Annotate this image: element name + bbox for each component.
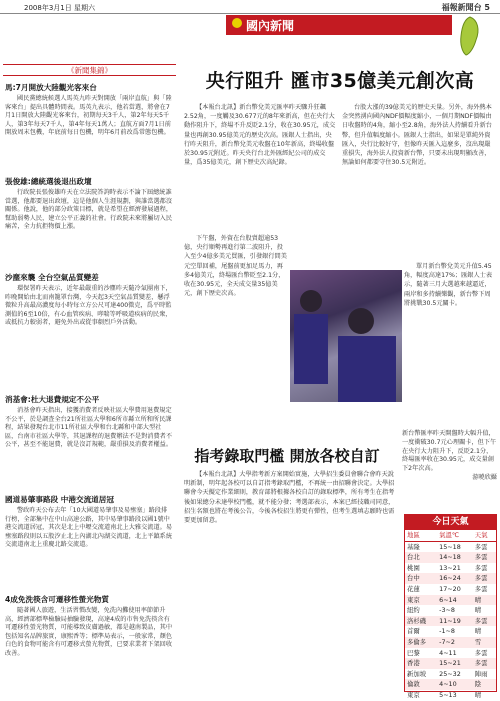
article-text: 台股大漲的39億美元的歷史天量。另外，海外熱本金突然湧向國內NDF價幅度縮小，一個月期NDF價幅由日收盤時的4角，縮小至2.8角，海外法人持續看升新台幣，但升值幅度縮小。匯銀人士指出，如果是單純外資匯入，央行比較好守，但像昨天匯入這麼多，沒出現嚴重損失，海外法人投資新台幣，只要未出現明顯改善，無論如何都要守住30.5元附近。 (342, 104, 492, 167)
temp: 4~11 (439, 648, 457, 657)
section-banner (226, 15, 452, 35)
article-text: 單月新台幣兌美元升值5.45角，幅度高達17%；匯銀人士表示，隨著三月大選越來越逼近，兩岸和多持續樂觀，新台幣下周將挑戰30.5元關卡。 (404, 263, 493, 307)
weather-row (405, 563, 496, 574)
news-photo (290, 270, 402, 402)
condition: 多雲 (474, 563, 488, 572)
main-headline: 央行阻升 匯市35億美元創次高 (205, 70, 475, 92)
city: 香港 (405, 658, 437, 669)
item-headline: 張俊雄:總統選後退出政壇 (5, 177, 92, 186)
temp: 6~14 (437, 595, 473, 606)
condition: 多雲 (474, 648, 488, 657)
city: 台中 (405, 573, 437, 584)
city: 倫敦 (405, 679, 437, 690)
bubble-icon (232, 18, 242, 28)
temp: 15~18 (439, 542, 461, 551)
city: 基隆 (407, 542, 420, 551)
item-body: 環保署昨天表示，近年最嚴重的沙塵昨天隨冷氣團南下，昨晚開始由北而南籠罩台灣，今天起3天空氣品質變差，懸浮微粒升高最高濃度每小時每立方公尺可達400微克，爲平時監測值的6至10倍，有心血管疾病、哮喘等呼吸道疾病的民衆，或抵抗力較弱者，避免外出或從事劇烈戶外活動。 (5, 285, 172, 327)
city: 巴黎 (407, 648, 420, 657)
weather-row (405, 637, 496, 648)
condition: 雪 (473, 637, 496, 648)
weather-row (405, 658, 496, 669)
weather-row (405, 541, 496, 552)
item-body: 隨著國人旅遊，生活習慣改變，免洗內攤使用率節節升高，經濟部標準檢驗局抽驗發現，高達4成的市售免洗筷含有可遷移性螢光物質，可能導致皮膚過敏，都是越南製品，其中包括知名品牌旅實，康熙香等；標準局表示，一般家常，顏色白色的食物可能含有可遷移式螢光物質，已要求業者下架回收改善。 (5, 607, 173, 657)
city: 紐約 (407, 606, 420, 615)
publisher-page: 福報新聞台 5 (441, 3, 490, 12)
weather-row (405, 616, 496, 627)
photo-caption (402, 430, 497, 482)
temp: -7~2 (437, 637, 473, 648)
weather-table (405, 530, 496, 701)
weather-box (404, 514, 497, 699)
item-headline: 消基會:杜大退費規定不公平 (5, 395, 100, 404)
top-strip (0, 0, 500, 14)
temp: 13~21 (439, 563, 461, 572)
city: 桃園 (407, 563, 420, 572)
condition: 多雲 (473, 573, 496, 584)
item-headline: 國道易肇事路段 中港交流道居冠 (5, 495, 114, 504)
weather-row (405, 595, 496, 606)
condition: 晴 (474, 690, 482, 699)
item-body: 消基會昨天指出，接獲消費者反映社區大學費用退費規定不公平，於是調查全台21所社區大學和6所市縣立所和所民課程，結果發現台北市11所社區大學和台北縣和中部大型社區，台南市社區大學等，其退課程的退費辦法不是對消費者不公平，甚至不能退費，就是沒訂規範，嚴重損及消費者權益。 (5, 407, 173, 449)
city: 台北 (405, 552, 437, 563)
article-text: 【本報台北訊】新台幣兌美元匯率昨天驟升狂飆2.52角，一度觸及30.677元的8年來新高，但在央行大動作阻升下，終場不升反貶2.1分，收在30.95元，成交量也再創30.95億美元的歷史次高。匯銀人士指出，央行昨天阻升，新台幣兌美元收盤在10年新高，終場收盤於30.95元附近。昨天央行台北外匯經紀公司的成交量，爲35億美元，創下歷史次高紀錄。 (184, 104, 336, 167)
roundup-title: 《新聞集錦》 (3, 64, 176, 76)
weather-row (405, 690, 496, 701)
condition: 多雲 (473, 616, 496, 627)
city: 東京 (407, 690, 420, 699)
item-headline: 馬:7月開放大陸觀光客來台 (5, 83, 97, 92)
condition: 晴 (474, 627, 482, 636)
temp: 14~18 (437, 552, 473, 563)
second-headline: 指考錄取門檻 開放各校自訂 (194, 447, 380, 465)
news-roundup (3, 64, 176, 692)
weather-row (405, 669, 496, 680)
article-text: 【本報台北訊】大學指考新方案開始實施，大學招生委員會聯合會昨天說明新制，明年起各校可以自訂指考錄取門檻，不再統一由招聯會決定。大學招聯會今天擬定作業細則，教育部將根據各校自訂的錄取標準，所有考生在指考後如果總分未達學校門檻，就不能分發；考選部表示，本案已經技職司同意，招生名額也將在考後公告，今後各校招生將更有彈性，但考生選填志願時也需要更加留意。 (184, 471, 395, 525)
taiwan-map-icon (448, 14, 492, 58)
item-headline: 4成免洗筷含可遷移性螢光物質 (5, 595, 110, 604)
weather-col-head: 氣溫℃ (437, 530, 473, 541)
temp: 17~20 (439, 584, 461, 593)
weather-col-head: 天氣 (473, 530, 496, 541)
weather-row (405, 573, 496, 584)
temp: 5~13 (439, 690, 457, 699)
condition: 晴 (474, 606, 482, 615)
weather-row (405, 605, 496, 616)
section-title: 國內新聞 (246, 19, 295, 33)
city: 洛杉磯 (405, 616, 437, 627)
item-body: 行政院長張俊雄昨天在立法院答詢時表示不論下屆總統誰當選，他都要退出政壇，這是他個人生涯規劃，與誰當選都沒關係。他說，他的部分政策目標，就是希望在經濟發展過程，幫助弱勢人民，建立公平正義的社會。行政院未來將屬切入民痛苦，全力抗拒物價上漲。 (5, 189, 173, 231)
photo-credit: 游曉欣攝 (472, 474, 497, 482)
weather-col-head: 地區 (405, 530, 437, 541)
item-headline: 沙塵來襲 全台空氣品質變差 (5, 273, 99, 282)
item-body: 國民黨總統候選人馬英九昨天對開放「兩岸直航」與「陸客來台」提出具體時間表。馬英九表示，他若當選，將會在7月1日開放大陸觀光客來台，初期每天3千人，第2年每天5千人，第3年每天7千人，第4年每天1萬人；直航方面7月1日前開放周末包機，年底前每日包機，明年6月前改爲常態包機。 (5, 95, 172, 137)
condition: 陰 (473, 679, 496, 690)
temp: 16~24 (437, 573, 473, 584)
weather-title: 今日天氣 (405, 515, 496, 530)
condition: 陣雨 (474, 669, 488, 678)
weather-row (405, 648, 496, 659)
temp: 11~19 (437, 616, 473, 627)
item-body: 警政昨天公布去年「10大國道易肇事及易壅塞」路段排行榜，全部集中在中山高速公路，其中易肇事路段以國1號中港交流道居冠，其次是北上中壢交流道南北上大雅交流道。易壅塞路段則以五股汐止北上內湖北內湖交流道，北上平鎮系統交流道南北上重慶北路交流道。 (5, 507, 173, 549)
caption-text: 新台幣匯率昨天開盤時大幅升值，一度衝破30.7元心理關卡，但下午在央行大力阻升下，反貶2.1分，終場匯率收在30.95元，成交量創下2年次高。 (402, 430, 497, 473)
city: 花蓮 (407, 584, 420, 593)
city: 多倫多 (405, 637, 437, 648)
city: 首爾 (407, 627, 420, 636)
issue-date: 2008年3月1日 星期六 (24, 4, 95, 12)
condition: 多雲 (473, 658, 496, 669)
condition: 多雲 (474, 542, 488, 551)
temp: 4~10 (437, 679, 473, 690)
city: 新加坡 (407, 669, 427, 678)
city: 東京 (405, 595, 437, 606)
condition: 多雲 (474, 584, 488, 593)
weather-row (405, 626, 496, 637)
temp: 25~32 (439, 669, 461, 678)
weather-row (405, 552, 496, 563)
condition: 多雲 (473, 552, 496, 563)
article-text: 下午盤，外資在台股賣超逾53億，央行順勢再進行第二波阻升，投入至少4億多美元買匯，引發銀行間美元空單回補，尾盤前更加足馬力，再多4億美元，終場匯台幣貶至2.1分，收在30.95元，全天成交量35億美元，創下歷史次高。 (184, 235, 287, 298)
condition: 晴 (473, 595, 496, 606)
temp: 15~21 (437, 658, 473, 669)
temp: -3~8 (439, 606, 455, 615)
weather-row (405, 679, 496, 690)
temp: -1~8 (439, 627, 455, 636)
weather-row (405, 584, 496, 595)
